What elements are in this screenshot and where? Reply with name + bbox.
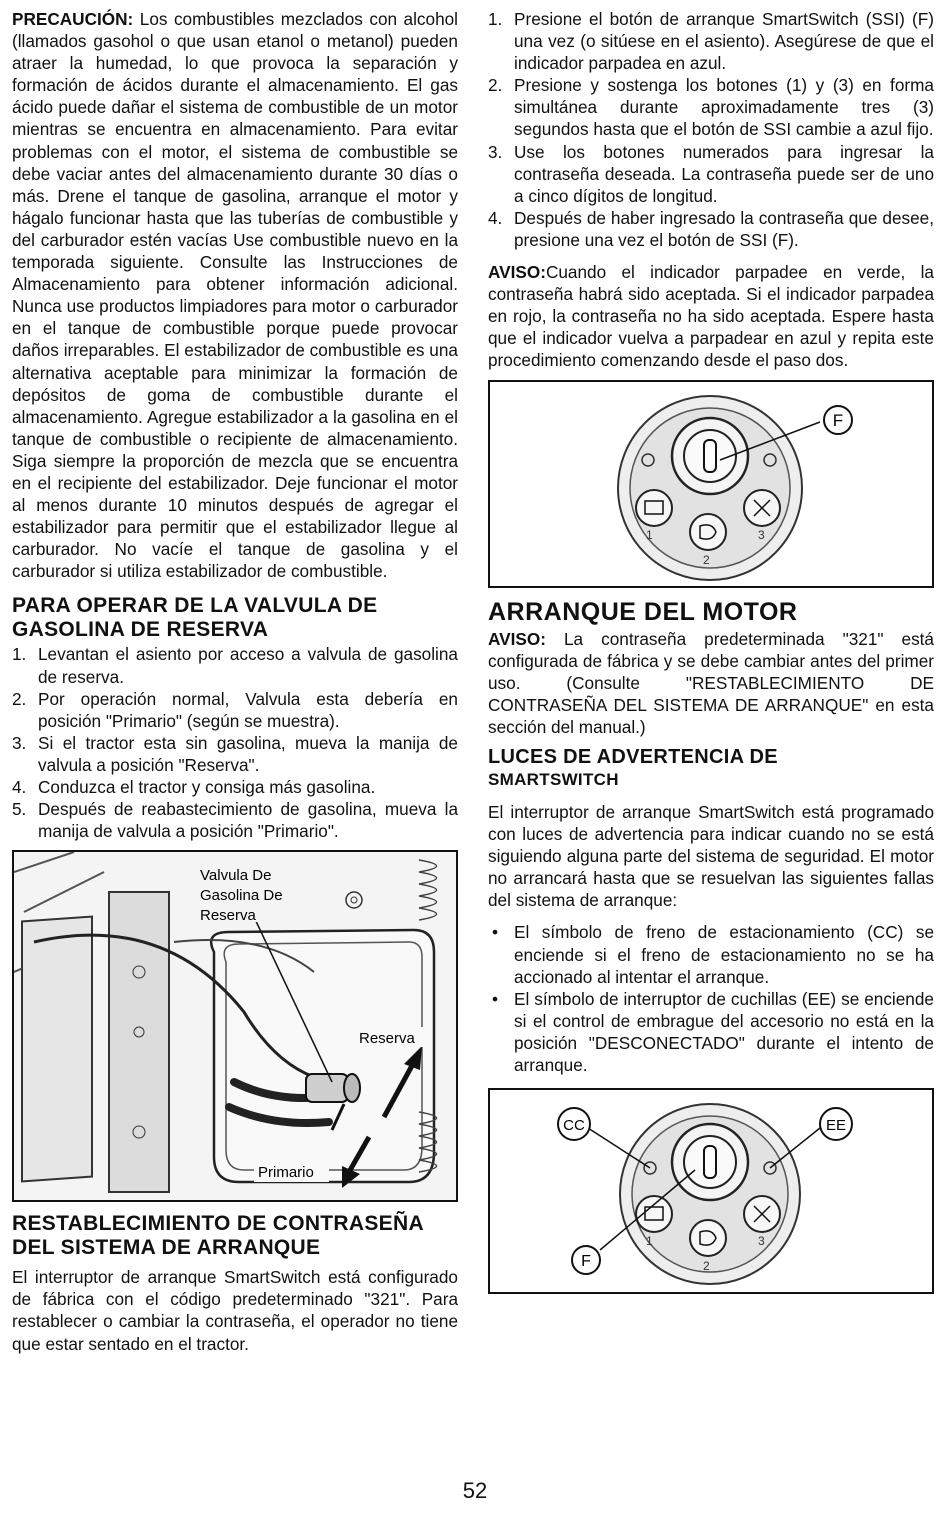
bullet-text: El símbolo de freno de estacionamiento (CC) se enciende si el freno de estacionamiento no se ha accionado al intentar el arranque. xyxy=(514,922,934,987)
reset-heading: RESTABLECIMIENTO DE CONTRASEÑA DEL SISTEMA DE ARRANQUE xyxy=(12,1212,424,1260)
step-text: Si el tractor esta sin gasolina, mueva la manija de valvula a posición "Reserva". xyxy=(38,732,458,775)
step-number: 5. xyxy=(12,799,27,820)
left-column xyxy=(12,8,458,1355)
start-label: AVISO: xyxy=(488,628,546,649)
button-3-label: 3 xyxy=(758,527,765,542)
valve-heading: PARA OPERAR DE LA VALVULA DE GASOLINA DE RESERVA xyxy=(12,594,378,642)
callout-f: F xyxy=(832,410,844,430)
list-item xyxy=(488,921,934,987)
reset-paragraph: El interruptor de arranque SmartSwitch está configurado de fábrica con el código predeterminado "321". Para restablecer o cambiar la contraseña, el operador no tiene que estar sentado en el tractor. xyxy=(12,1267,458,1354)
step-text: Después de haber ingresado la contraseña que desee, presione una vez el botón de SSI (F). xyxy=(514,207,934,250)
button-3-label: 3 xyxy=(758,1234,765,1249)
lights-bullets xyxy=(488,921,934,1076)
step-text: Después de reabastecimiento de gasolina, mueva la manija de valvula a posición "Primario". xyxy=(38,799,458,842)
lights-heading: LUCES DE ADVERTENCIA DE xyxy=(488,745,778,768)
primary-label: Primario xyxy=(258,1164,314,1182)
list-item xyxy=(488,8,934,74)
caution-text: Los combustibles mezclados con alcohol (llamados gasohol o que usan etanol o metanol) pueden atraer la humedad, lo que provoca la separación y formación de ácidos durante el almacenamiento. El gas ácido puede dañar el sistema de combustible de un motor mientras se encuentra en almacenamiento. Para evitar problemas con el motor, el sistema de combustible se debe vaciar antes del almacenamiento durante 30 días o más. Drene el tanque de gasolina, arranque el motor y hágalo funcionar hasta que las tuberías de combustible y del carburador estén vacías Use combustible nuevo en la temporada siguiente. Consulte las Instrucciones de Almacenamiento para obtener información adicional. Nunca use productos limpiadores para motor o carburador en el tanque de combustible porque puede provocar daños irreparables. El estabilizador de combustible es una alternativa aceptable para minimizar la formación de depósitos de goma de combustible durante el almacenamiento. Agregue estabilizador a la gasolina en el tanque de combustible o recipiente de almacenamiento. Siga siempre la proporción de mezcla que se encuentra en el recipiente del estabilizador. Deje funcionar el motor al menos durante 10 minutos después de agregar el estabilizador para permitir que el estabilizador llegue al carburador. No vacíe el tanque de gasolina y el carburador si utiliza estabilizador de combustible. xyxy=(12,9,459,582)
valve-steps-list xyxy=(12,643,458,842)
step-number: 1. xyxy=(12,644,27,665)
notice-paragraph xyxy=(488,261,934,371)
list-item xyxy=(12,732,458,776)
reset-steps-list xyxy=(488,8,934,251)
list-item xyxy=(488,141,934,207)
page-number: 52 xyxy=(462,1478,488,1503)
list-item xyxy=(12,688,458,732)
lights-paragraph: El interruptor de arranque SmartSwitch está programado con luces de advertencia para indicar cuando no se está siguiendo alguna parte del sistema de seguridad. El motor no arrancará hasta que se resuelvan las siguientes fallas del sistema de arranque: xyxy=(488,801,934,911)
step-text: Conduzca el tractor y consiga más gasolina. xyxy=(38,777,376,797)
start-text: La contraseña predeterminada "321" está configurada de fábrica y se debe cambiar antes del primer uso. (Consulte "RESTABLECIMIENTO DE CONTRASEÑA DEL SISTEMA DE ARRANQUE" en esta sección del manual.) xyxy=(488,628,934,737)
valve-label-line3: Reserva xyxy=(200,907,256,925)
button-2-label: 2 xyxy=(703,1259,710,1274)
bullet-text: El símbolo de interruptor de cuchillas (EE) se enciende si el control de embrague del accesorio no está en la posición "DESCONECTADO" durante el intento de arranque. xyxy=(514,988,934,1075)
step-text: Levantan el asiento por acceso a valvula de gasolina de reserva. xyxy=(38,644,458,687)
callout-f: F xyxy=(581,1253,591,1271)
valve-figure xyxy=(12,850,458,1202)
step-number: 3. xyxy=(488,141,503,162)
step-number: 1. xyxy=(488,9,503,29)
switch-figure-2 xyxy=(488,1088,934,1294)
step-text: Use los botones numerados para ingresar la contraseña deseada. La contraseña puede ser de uno a cinco dígitos de longitud. xyxy=(514,141,934,206)
bullet-dot: • xyxy=(492,922,499,943)
valve-label-line1: Valvula De xyxy=(200,867,272,885)
notice-text: Cuando el indicador parpadee en verde, la contraseña habrá sido aceptada. Si el indicador parpadea en rojo, la contraseña no ha sido aceptada. Espere hasta que el indicador vuelva a parpadear en azul y repita este procedimiento comenzando desde el paso dos. xyxy=(488,262,934,371)
caution-label: PRECAUCIÓN: xyxy=(12,9,134,29)
step-number: 2. xyxy=(488,75,503,96)
caution-paragraph xyxy=(12,8,458,582)
step-number: 3. xyxy=(12,732,27,753)
button-1-label: 1 xyxy=(646,1234,653,1249)
reserve-label: Reserva xyxy=(359,1030,415,1048)
list-item xyxy=(488,74,934,140)
valve-illustration xyxy=(14,852,456,1200)
step-text: Presione y sostenga los botones (1) y (3) en forma simultánea durante aproximadamente tres (3) segundos hasta que el botón de SSI cambie a azul fijo. xyxy=(514,75,934,140)
button-2-label: 2 xyxy=(703,552,710,567)
callout-ee: EE xyxy=(825,1117,847,1135)
start-paragraph xyxy=(488,628,934,738)
list-item xyxy=(12,776,458,798)
lights-subheading: SMARTSWITCH xyxy=(488,769,619,789)
step-text: Por operación normal, Valvula esta debería en posición "Primario" (según se muestra). xyxy=(38,688,458,731)
bullet-dot: • xyxy=(492,988,499,1009)
step-number: 4. xyxy=(488,207,503,228)
step-number: 2. xyxy=(12,688,27,709)
smartswitch-warning-illustration xyxy=(490,1090,932,1292)
right-column xyxy=(488,8,934,1294)
list-item xyxy=(488,207,934,251)
valve-label-line2: Gasolina De xyxy=(200,887,283,905)
notice-label: AVISO: xyxy=(488,262,546,283)
step-number: 4. xyxy=(12,777,27,797)
switch-figure-1 xyxy=(488,380,934,588)
callout-cc: CC xyxy=(563,1117,585,1135)
start-heading: ARRANQUE DEL MOTOR xyxy=(488,597,798,626)
list-item xyxy=(488,988,934,1076)
button-1-label: 1 xyxy=(646,527,653,542)
step-text: Presione el botón de arranque SmartSwitch (SSI) (F) una vez (o sitúese en el asiento). Asegúrese de que el indicador parpadea en azul. xyxy=(514,9,934,74)
list-item xyxy=(12,643,458,687)
smartswitch-illustration xyxy=(490,382,932,586)
list-item xyxy=(12,798,458,842)
